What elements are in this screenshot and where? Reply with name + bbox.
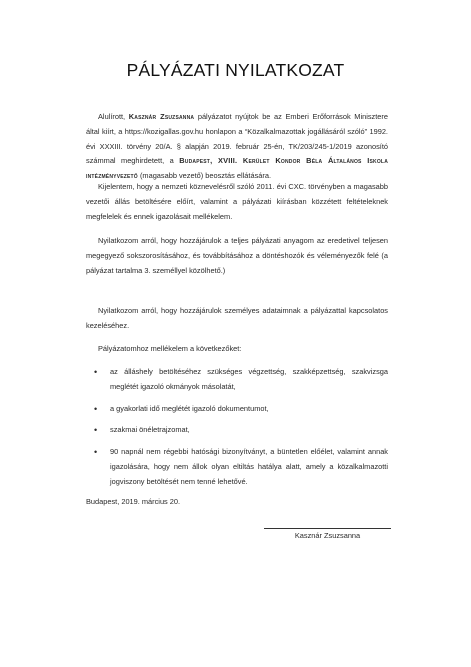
paragraph-application-end: (magasabb vezető) beosztás ellátására. bbox=[137, 171, 272, 181]
bullet-icon: • bbox=[94, 425, 98, 436]
list-item-text: a gyakorlati idő meglétét igazoló dokumentumot, bbox=[110, 403, 269, 413]
attachments-list bbox=[86, 365, 388, 497]
list-item bbox=[86, 445, 388, 489]
list-item-text: szakmai önéletrajzomat, bbox=[110, 425, 190, 435]
date-line: Budapest, 2019. március 20. bbox=[86, 497, 181, 506]
signature-line bbox=[264, 528, 391, 529]
document-title: PÁLYÁZATI NYILATKOZAT bbox=[126, 60, 345, 80]
paragraph-copy-consent: Nyilatkozom arról, hogy hozzájárulok a teljes pályázati anyagom az eredetivel teljesen megegyező sokszorosításához, és továbbításához a döntéshozók és véleményezők felé (a pályázat tartalma 3. személlyel közölhető.) bbox=[86, 236, 388, 275]
signature-name: Kasznár Zsuzsanna bbox=[294, 531, 361, 540]
paragraph-application-intro: Alulírott, bbox=[98, 112, 129, 121]
paragraph-eligibility: Kijelentem, hogy a nemzeti köznevelésről szóló 2011. évi CXC. törvényben a magasabb vezetői állás betöltésére előírt, valamint a pályázati kiírásban közzétett feltételeknek megfelelek és ennek igazolásait mellékelem. bbox=[86, 182, 388, 221]
list-item bbox=[86, 423, 388, 438]
bullet-icon: • bbox=[94, 367, 98, 377]
list-item bbox=[86, 402, 388, 417]
list-item bbox=[86, 365, 388, 395]
bullet-icon: • bbox=[94, 447, 98, 458]
paragraph-application-body: pályázatot nyújtok be az Emberi Erőforrások Minisztere által kiírt, a https://kozigallas.gov.hu honlapon a “Közalkalmazottak jogállásáról szóló” 1992. évi XXXIII. törvény 20/A. § alapján 2019. február 25-én, TK/203/245-1/2019 azonosító számmal meghirdetett, a bbox=[86, 112, 388, 166]
institution-position: Budapest, XVIII. Kerület Kondor Béla Általános Iskola intézményvezető bbox=[86, 156, 388, 181]
list-item-text: az álláshely betöltéséhez szükséges végzettség, szakképzettség, szakvizsga meglétét igazoló okmányok másolatát, bbox=[110, 367, 388, 391]
list-item-text: 90 napnál nem régebbi hatósági bizonyítványt, a büntetlen előélet, valamint annak igazolására, hogy nem állok olyan eltiltás hatálya alatt, amely a közalkalmazotti jogviszony betöltését nem tenné lehetővé. bbox=[110, 447, 388, 486]
bullet-icon: • bbox=[94, 403, 98, 414]
paragraph-application bbox=[86, 110, 388, 184]
paragraph-attachments-intro: Pályázatomhoz mellékelem a következőket: bbox=[98, 344, 242, 353]
applicant-name: Kasznár Zsuzsanna bbox=[128, 112, 195, 121]
paragraph-data-consent: Nyilatkozom arról, hogy hozzájárulok személyes adataimnak a pályázattal kapcsolatos kezeléséhez. bbox=[86, 306, 388, 330]
